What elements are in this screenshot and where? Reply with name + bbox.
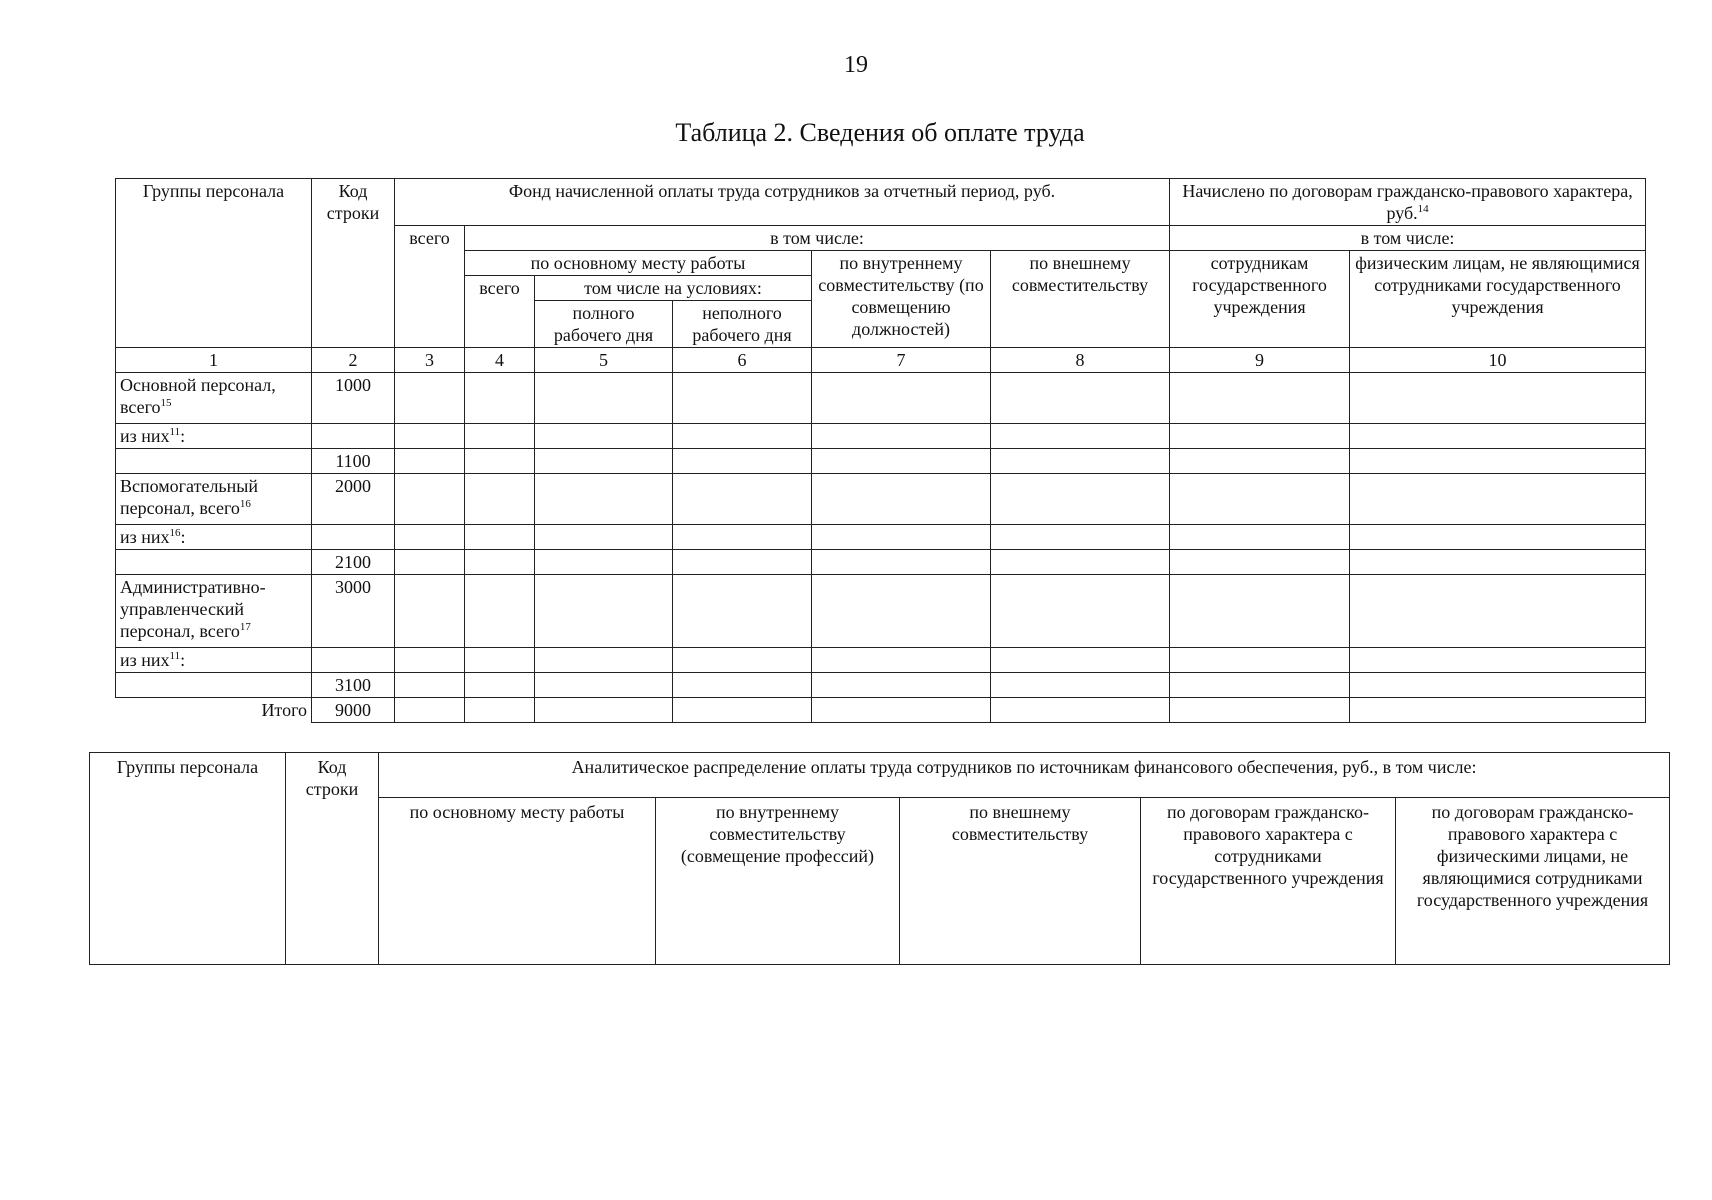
row-label-text: Административно-управленческий персонал, всего bbox=[120, 577, 266, 641]
row-code: 2100 bbox=[312, 550, 395, 575]
data-cell bbox=[1170, 474, 1350, 525]
data-cell bbox=[535, 449, 673, 474]
data-cell bbox=[991, 550, 1170, 575]
row-label-text: из них bbox=[120, 527, 170, 547]
header-fund: Фонд начисленной оплаты труда сотрудников за отчетный период, руб. bbox=[395, 179, 1170, 226]
header-civil-contracts bbox=[1170, 179, 1646, 226]
data-cell bbox=[395, 373, 465, 424]
data-cell bbox=[465, 449, 535, 474]
data-cell bbox=[812, 373, 991, 424]
data-cell bbox=[812, 424, 991, 449]
t2-header-code: Код строки bbox=[286, 753, 379, 965]
data-cell bbox=[673, 575, 812, 648]
table-row bbox=[116, 575, 1646, 648]
data-cell bbox=[535, 698, 673, 723]
data-cell bbox=[535, 525, 673, 550]
header-civil-contracts-text: Начислено по договорам гражданско-правового характера, руб. bbox=[1182, 181, 1633, 223]
data-cell bbox=[812, 698, 991, 723]
data-cell bbox=[1170, 449, 1350, 474]
header-total: всего bbox=[395, 226, 465, 348]
header-code: Код строки bbox=[312, 179, 395, 348]
table-row bbox=[116, 474, 1646, 525]
row-code bbox=[312, 424, 395, 449]
data-cell bbox=[395, 673, 465, 698]
data-cell bbox=[395, 449, 465, 474]
header-civil-contracts-sup: 14 bbox=[1417, 203, 1429, 215]
header-including-fund: в том числе: bbox=[465, 226, 1170, 251]
t2-col-internal: по внутреннему совместительству (совмещение профессий) bbox=[656, 798, 900, 965]
table-row bbox=[116, 550, 1646, 575]
row-code bbox=[312, 648, 395, 673]
data-cell bbox=[1350, 525, 1646, 550]
row-label bbox=[116, 673, 312, 698]
column-number: 8 bbox=[991, 348, 1170, 373]
row-label-suffix: : bbox=[180, 650, 186, 670]
data-cell bbox=[1170, 698, 1350, 723]
data-cell bbox=[991, 673, 1170, 698]
data-cell bbox=[1170, 673, 1350, 698]
header-staff: сотрудникам государственного учреждения bbox=[1170, 251, 1350, 348]
data-cell bbox=[1350, 673, 1646, 698]
data-cell bbox=[465, 550, 535, 575]
header-conditions: том числе на условиях: bbox=[535, 276, 812, 301]
column-number: 3 bbox=[395, 348, 465, 373]
data-cell bbox=[673, 449, 812, 474]
column-number: 1 bbox=[116, 348, 312, 373]
data-cell bbox=[465, 373, 535, 424]
table-row bbox=[116, 373, 1646, 424]
data-cell bbox=[812, 575, 991, 648]
column-number: 9 bbox=[1170, 348, 1350, 373]
data-cell bbox=[535, 648, 673, 673]
data-cell bbox=[465, 525, 535, 550]
page-title: Таблица 2. Сведения об оплате труда bbox=[675, 118, 1085, 147]
header-main-total: всего bbox=[465, 276, 535, 348]
row-label-footnote: 16 bbox=[239, 498, 251, 510]
data-cell bbox=[812, 648, 991, 673]
row-code bbox=[312, 525, 395, 550]
data-cell bbox=[535, 575, 673, 648]
data-cell bbox=[395, 525, 465, 550]
data-cell bbox=[991, 424, 1170, 449]
funding-distribution-table bbox=[89, 752, 1670, 965]
data-cell bbox=[812, 474, 991, 525]
data-cell bbox=[1350, 474, 1646, 525]
row-code: 1100 bbox=[312, 449, 395, 474]
data-cell bbox=[1170, 373, 1350, 424]
data-cell bbox=[673, 550, 812, 575]
data-cell bbox=[673, 424, 812, 449]
t2-col-main-job: по основному месту работы bbox=[379, 798, 656, 965]
t2-header-analytic: Аналитическое распределение оплаты труда сотрудников по источникам финансового обеспечения, руб., в том числе: bbox=[379, 753, 1670, 798]
table-row bbox=[116, 673, 1646, 698]
row-label bbox=[116, 424, 312, 449]
row-label bbox=[116, 575, 312, 648]
row-label-text: из них bbox=[120, 426, 170, 446]
data-cell bbox=[991, 525, 1170, 550]
data-cell bbox=[991, 698, 1170, 723]
column-number-row bbox=[116, 348, 1646, 373]
row-code: 3000 bbox=[312, 575, 395, 648]
data-cell bbox=[1170, 525, 1350, 550]
t2-header-groups: Группы персонала bbox=[90, 753, 286, 965]
column-number: 5 bbox=[535, 348, 673, 373]
row-label bbox=[116, 474, 312, 525]
row-label bbox=[116, 373, 312, 424]
data-cell bbox=[812, 550, 991, 575]
data-cell bbox=[673, 648, 812, 673]
data-cell bbox=[673, 474, 812, 525]
data-cell bbox=[535, 673, 673, 698]
row-label-footnote: 11 bbox=[169, 650, 181, 662]
data-cell bbox=[535, 474, 673, 525]
data-cell bbox=[1350, 648, 1646, 673]
data-cell bbox=[673, 373, 812, 424]
data-cell bbox=[535, 373, 673, 424]
data-cell bbox=[1350, 698, 1646, 723]
data-cell bbox=[535, 424, 673, 449]
total-row bbox=[116, 698, 1646, 723]
header-external: по внешнему совместительству bbox=[991, 251, 1170, 348]
row-code: 2000 bbox=[312, 474, 395, 525]
data-cell bbox=[1350, 373, 1646, 424]
data-cell bbox=[1350, 449, 1646, 474]
header-individuals: физическим лицам, не являющимися сотрудниками государственного учреждения bbox=[1350, 251, 1646, 348]
payroll-table bbox=[115, 178, 1646, 723]
data-cell bbox=[1350, 575, 1646, 648]
data-cell bbox=[535, 550, 673, 575]
data-cell bbox=[991, 449, 1170, 474]
data-cell bbox=[395, 474, 465, 525]
data-cell bbox=[465, 474, 535, 525]
row-label-footnote: 15 bbox=[160, 397, 172, 409]
total-label: Итого bbox=[116, 698, 312, 723]
row-label-suffix: : bbox=[180, 527, 186, 547]
row-label-footnote: 16 bbox=[169, 527, 181, 539]
data-cell bbox=[991, 474, 1170, 525]
data-cell bbox=[395, 424, 465, 449]
data-cell bbox=[465, 648, 535, 673]
data-cell bbox=[1170, 648, 1350, 673]
column-number: 4 bbox=[465, 348, 535, 373]
data-cell bbox=[1170, 424, 1350, 449]
t2-col-external: по внешнему совместительству bbox=[900, 798, 1141, 965]
data-cell bbox=[673, 673, 812, 698]
table-row bbox=[116, 648, 1646, 673]
t2-col-civil-individuals: по договорам гражданско-правового характера с физическими лицами, не являющимися сотрудниками государственного учреждения bbox=[1396, 798, 1670, 965]
header-internal: по внутреннему совместительству (по совмещению должностей) bbox=[812, 251, 991, 348]
total-code: 9000 bbox=[312, 698, 395, 723]
header-full-day: полного рабочего дня bbox=[535, 301, 673, 348]
data-cell bbox=[991, 575, 1170, 648]
column-number: 6 bbox=[673, 348, 812, 373]
table-row bbox=[116, 449, 1646, 474]
row-label-footnote: 17 bbox=[239, 621, 251, 633]
page-number: 19 bbox=[844, 52, 868, 78]
row-label bbox=[116, 449, 312, 474]
row-label-suffix: : bbox=[180, 426, 186, 446]
data-cell bbox=[812, 449, 991, 474]
row-label bbox=[116, 525, 312, 550]
table-row bbox=[116, 525, 1646, 550]
column-number: 2 bbox=[312, 348, 395, 373]
column-number: 10 bbox=[1350, 348, 1646, 373]
data-cell bbox=[1170, 550, 1350, 575]
data-cell bbox=[465, 698, 535, 723]
data-cell bbox=[991, 648, 1170, 673]
row-label bbox=[116, 648, 312, 673]
data-cell bbox=[465, 575, 535, 648]
data-cell bbox=[673, 525, 812, 550]
data-cell bbox=[1350, 550, 1646, 575]
row-label-footnote: 11 bbox=[169, 426, 181, 438]
data-cell bbox=[991, 373, 1170, 424]
t2-col-civil-staff: по договорам гражданско-правового характера с сотрудниками государственного учреждения bbox=[1141, 798, 1396, 965]
data-cell bbox=[395, 648, 465, 673]
data-cell bbox=[673, 698, 812, 723]
header-part-day: неполного рабочего дня bbox=[673, 301, 812, 348]
header-groups: Группы персонала bbox=[116, 179, 312, 348]
data-cell bbox=[465, 424, 535, 449]
data-cell bbox=[1350, 424, 1646, 449]
row-code: 1000 bbox=[312, 373, 395, 424]
row-code: 3100 bbox=[312, 673, 395, 698]
header-including-civil: в том числе: bbox=[1170, 226, 1646, 251]
data-cell bbox=[395, 698, 465, 723]
row-label-text: из них bbox=[120, 650, 170, 670]
row-label bbox=[116, 550, 312, 575]
data-cell bbox=[812, 525, 991, 550]
row-label-text: Основной персонал, всего bbox=[120, 375, 276, 417]
table-row bbox=[116, 424, 1646, 449]
header-main-job: по основному месту работы bbox=[465, 251, 812, 276]
data-cell bbox=[395, 575, 465, 648]
data-cell bbox=[1170, 575, 1350, 648]
column-number: 7 bbox=[812, 348, 991, 373]
data-cell bbox=[812, 673, 991, 698]
data-cell bbox=[465, 673, 535, 698]
row-label-text: Вспомогательный персонал, всего bbox=[120, 476, 258, 518]
data-cell bbox=[395, 550, 465, 575]
